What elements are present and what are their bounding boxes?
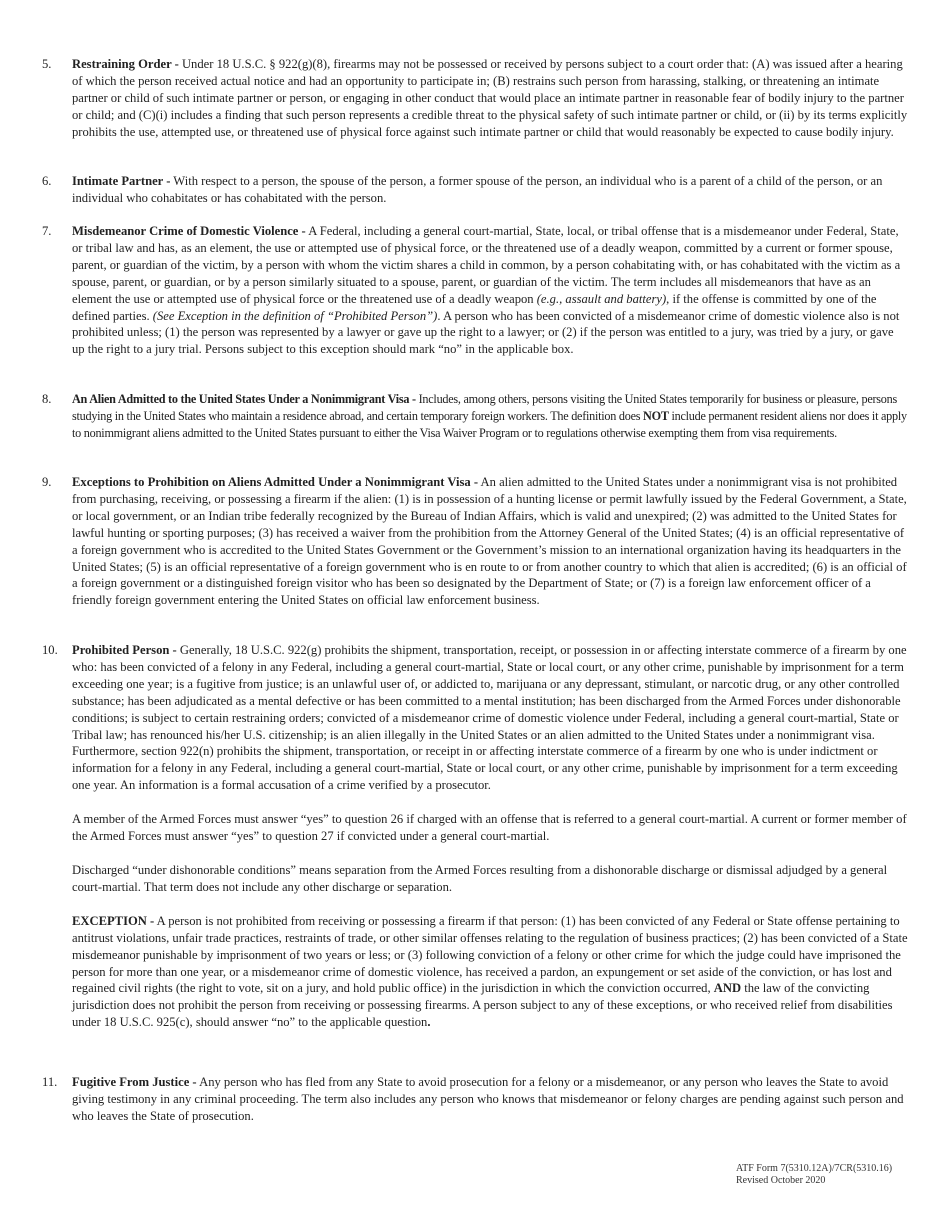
exception-title: EXCEPTION -: [72, 913, 155, 928]
item-text: With respect to a person, the spouse of the person, a former spouse of the person, an individual who is a parent of a child of the person, or an individual who cohabitates or has cohabitated with the person.: [72, 174, 883, 205]
revision-date: Revised October 2020: [736, 1175, 826, 1186]
item-title: Fugitive From Justice -: [72, 1075, 197, 1089]
item-text: include permanent resident aliens nor does it apply to nonimmigrant aliens admitted to the United States pursuant to either the Visa Waiver Program or to regulations otherwise exempting them from visa requirements.: [72, 408, 907, 440]
item-title: Prohibited Person -: [72, 643, 177, 657]
item-title: Misdemeanor Crime of Domestic Violence -: [72, 224, 306, 238]
dishonorable-discharge-paragraph: Discharged “under dishonorable conditions” means separation from the Armed Forces resulting from a dishonorable discharge or dismissal adjudged by a general court-martial. That term does not include any other discharge or separation.: [72, 862, 888, 894]
form-footer: [736, 1163, 892, 1187]
item-number: 10.: [42, 643, 58, 657]
exception-emphasis: AND: [713, 981, 742, 996]
item-text: Includes, among others, persons visiting the United States temporarily for business or pleasure, persons studying in the United States who maintain a residence abroad, and certain temporary foreign workers. The definition does: [72, 392, 897, 423]
item-title: An Alien Admitted to the United States Under a Nonimmigrant Visa -: [72, 392, 416, 406]
exception-paragraph: [72, 913, 908, 1031]
item-text: A Federal, including a general court-martial, State, local, or tribal offense that is a misdemeanor under Federal, State, or tribal law and has, as an element, the use or attempted use of physical force, or the threatened use of a deadly weapon, committed by a current or former spouse, parent, or guardian of the victim, by a person with whom the victim shares a child in common, by a person cohabitating with, or has cohabitated with the victim as a spouse, parent, or guardian, or by a person similarly situated to a spouse, parent, or guardian of the victim. The term includes all misdemeanors that have as an element the use or attempted use of physical force or the threatened use of a deadly weapon: [72, 224, 901, 306]
armed-forces-paragraph: A member of the Armed Forces must answer “yes” to question 26 if charged with an offense that is referred to a general court-martial. A current or former member of the Armed Forces must answer “yes” to question 27 if convicted under a general court-martial.: [72, 812, 907, 844]
item-text: Under 18 U.S.C. § 922(g)(8), firearms may not be possessed or received by persons subject to a court order that: (A) was issued after a hearing of which the person received actual notice and had an opportunity to participate in; (B) restrains such person from harassing, stalking, or threatening an intimate partner or child of such intimate partner or person, or engaging in other conduct that would place an intimate partner in reasonable fear of bodily injury to the partner or child; and (C)(i) includes a finding that such person represents a credible threat to the physical safety of such intimate partner or child, or (ii) by its terms explicitly prohibits the use, attempted use, or threatened use of physical force against such intimate partner or child that would reasonably be expected to cause bodily injury.: [72, 57, 908, 139]
definition-prohibited-person: [42, 642, 908, 1031]
item-text: An alien admitted to the United States under a nonimmigrant visa is not prohibited from purchasing, receiving, or possessing a firearm if the alien: (1) is in possession of a hunting license or permit lawfully issued by the Federal Government, a State, or local government, or an Indian tribe federally recognized by the Bureau of Indian Affairs, which is valid and unexpired; (2) was admitted to the United States for lawful hunting or sporting purposes; (3) has received a waiver from the prohibition from the Attorney General of the United States; (4) is an official representative of a foreign government who is accredited to the United States Government or the Government’s mission to an international organization having its headquarters in the United States; (5) is an official representative of a foreign government who is en route to or from another country to which that alien is accredited; (6) is an official of a foreign government or a distinguished foreign visitor who has been so designated by the Department of State; or (7) is a foreign law enforcement officer of a friendly foreign government entering the United States on official law enforcement business.: [72, 475, 907, 608]
form-identifier: ATF Form 7(5310.12A)/7CR(5310.16): [736, 1163, 893, 1174]
item-text: . A person who has been convicted of a misdemeanor crime of domestic violence also is not prohibited unless; (1) the person was represented by a lawyer or gave up the right to a lawyer; or (2) if the person was entitled to a jury, was tried by a jury, or gave up the right to a jury trial. Persons subject to this exception should mark “no” in the applicable box.: [72, 308, 900, 357]
item-number: 7.: [42, 224, 52, 238]
item-number: 5.: [42, 57, 52, 71]
definition-domestic-violence: [42, 223, 908, 358]
item-number: 9.: [42, 475, 52, 489]
item-text: Generally, 18 U.S.C. 922(g) prohibits the shipment, transportation, receipt, or possession in or affecting interstate commerce of a firearm by one who: has been convicted of a felony in any Federal, including a general court-martial, State or local court, or any other crime, punishable by imprisonment for a term exceeding one year; is a fugitive from justice; is an unlawful user of, or addicted to, marijuana or any depressant, stimulant, or narcotic drug, or any other controlled substance; has been adjudicated as a mental defective or has been committed to a mental institution; has been discharged from the Armed Forces under dishonorable conditions; is subject to certain restraining orders; convicted of a misdemeanor crime of domestic violence under Federal, including a general court-martial, State or Tribal law; has renounced his/her U.S. citizenship; is an alien illegally in the United States or an alien admitted to the United States under a nonimmigrant visa. Furthermore, section 922(n) prohibits the shipment, transportation, or receipt in or affecting interstate commerce of a firearm by one who is under indictment or information for a felony in any Federal, including a general court-martial, State or local court, or any other crime, punishable by imprisonment for a term exceeding one year. An information is a formal accusation of a crime verified by a prosecutor.: [72, 643, 907, 793]
item-title: Intimate Partner -: [72, 174, 171, 188]
item-italic-note: (See Exception in the definition of “Prohibited Person”): [152, 308, 438, 323]
item-title: Exceptions to Prohibition on Aliens Admitted Under a Nonimmigrant Visa -: [72, 475, 479, 489]
item-text: , if the offense is committed by one of the defined parties.: [72, 291, 877, 323]
definition-alien-exceptions: [42, 474, 908, 609]
item-number: 6.: [42, 174, 52, 188]
definition-fugitive-from-justice: [42, 1074, 908, 1125]
definition-restraining-order: [42, 56, 908, 141]
item-italic-example: (e.g., assault and battery): [536, 291, 667, 306]
definition-intimate-partner: [42, 173, 908, 207]
item-number: 11.: [42, 1075, 58, 1089]
exception-text: the law of the convicting jurisdiction does not prohibit the person from receiving or possessing firearms. A person subject to any of these exceptions, or who received relief from disabilities under 18 U.S.C. 925(c), should answer “no” to the applicable question: [72, 981, 893, 1030]
item-emphasis: NOT: [643, 408, 669, 423]
item-number: 8.: [42, 392, 52, 406]
exception-text: A person is not prohibited from receiving or possessing a firearm if that person: (1) has been convicted of any Federal or State offense pertaining to antitrust violations, unfair trade practices, restraints of trade, or other similar offenses relating to the regulation of business practices; (2) has been convicted of a State misdemeanor punishable by imprisonment of two years or less; or (3) following conviction of a felony or other crime for which the judge could have imprisoned the person for more than one year, or a misdemeanor crime of domestic violence, has received a pardon, an expungement or set aside of the conviction, or has lost and regained civil rights (the right to vote, sit on a jury, and hold public office) in the jurisdiction in which the conviction occurred,: [72, 913, 908, 996]
exception-period: .: [427, 1015, 431, 1030]
definition-nonimmigrant-alien: [42, 391, 908, 442]
item-title: Restraining Order -: [72, 57, 179, 71]
item-text: Any person who has fled from any State to avoid prosecution for a felony or a misdemeanor, or any person who leaves the State to avoid giving testimony in any criminal proceeding. The term also includes any person who knows that misdemeanor or felony charges are pending against such person and who leaves the State of prosecution.: [72, 1075, 904, 1123]
